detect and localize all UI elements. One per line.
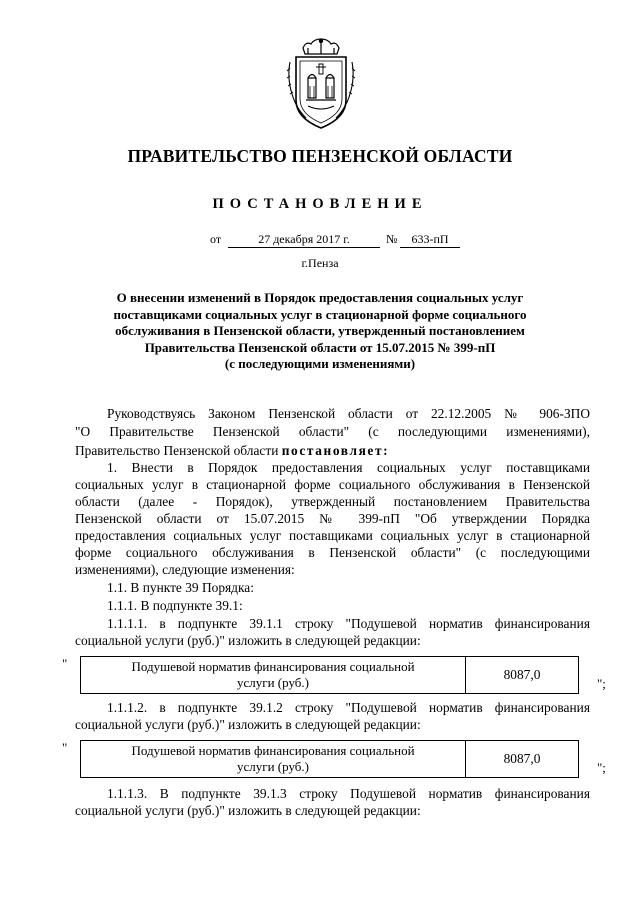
item-1-1-1-2-line: социальной услуги (руб.)" изложить в следующей редакции: [75, 717, 421, 732]
item-1-line: области (далее - Порядок), утвержденный постановлением Правительства [75, 494, 590, 509]
table-label-line: услуги (руб.) [237, 759, 309, 774]
subject-line: О внесении изменений в Порядок предоставления социальных услуг [116, 290, 524, 305]
table-close-quote: "; [597, 760, 606, 775]
subject-line: Правительства Пензенской области от 15.07.2015 № 399-пП [144, 339, 496, 355]
item-1-line: социальных услуг в стационарной форме социального обслуживания в Пензенской [75, 477, 590, 492]
item-1-1-1-3-line: социальной услуги (руб.)" изложить в следующей редакции: [75, 803, 421, 818]
item-1-line: форме социального обслуживания в Пензенской области" (с последующими [75, 545, 590, 560]
item-1-1-1-1-line: 1.1.1.1. в подпункте 39.1.1 строку "Подушевой норматив финансирования [107, 616, 590, 631]
amendment-table [80, 656, 579, 694]
table-label-cell [81, 657, 466, 693]
item-1-line: Пензенской области от 15.07.2015 № 399-пП "Об утверждении Порядка [75, 511, 590, 526]
table-value-cell: 8087,0 [503, 751, 541, 766]
item-1-line: 1. Внести в Порядок предоставления социальных услуг поставщиками [107, 460, 590, 475]
government-title: ПРАВИТЕЛЬСТВО ПЕНЗЕНСКОЙ ОБЛАСТИ [127, 146, 513, 166]
item-1-1: 1.1. В пункте 39 Порядка: [107, 580, 254, 595]
table-label-line: Подушевой норматив финансирования социальной [131, 743, 415, 758]
coat-of-arms-icon [286, 38, 356, 130]
item-1-1-1: 1.1.1. В подпункте 39.1: [107, 598, 243, 613]
item-1-1-1-1-line: социальной услуги (руб.)" изложить в следующей редакции: [75, 633, 421, 648]
amendment-table [80, 740, 579, 778]
decree-word: постановляет: [281, 443, 390, 458]
table-open-quote: " [62, 740, 68, 755]
preamble-line: "О Правительстве Пензенской области" (с последующими изменениями), [75, 424, 590, 439]
document-number: 633-пП [400, 232, 460, 248]
item-1-line: предоставления социальных услуг поставщиками социальных услуг в стационарной [75, 528, 590, 543]
subject-line: (с последующими изменениями) [224, 356, 416, 371]
item-1-1-1-3-line: 1.1.1.3. В подпункте 39.1.3 строку Подушевой норматив финансирования [107, 786, 590, 801]
preamble-text: Правительство Пензенской области [75, 443, 279, 458]
table-open-quote: " [62, 656, 68, 671]
item-1-line: изменениями), следующие изменения: [75, 562, 295, 577]
preamble-line: Руководствуясь Законом Пензенской области от 22.12.2005 № 906-ЗПО [107, 406, 590, 421]
document-type: ПОСТАНОВЛЕНИЕ [212, 196, 428, 212]
city: г.Пенза [301, 256, 339, 270]
preamble-line [75, 443, 590, 459]
table-label-line: Подушевой норматив финансирования социальной [131, 659, 415, 674]
subject-line: обслуживания в Пензенской области, утвержденный постановлением [115, 323, 525, 338]
table-value-cell: 8087,0 [503, 667, 541, 682]
date-prefix: от [210, 232, 222, 246]
number-prefix: № [386, 232, 398, 246]
table-close-quote: "; [597, 676, 606, 691]
table-label-cell [81, 741, 466, 777]
document-subject [0, 290, 640, 373]
item-1-1-1-2-line: 1.1.1.2. в подпункте 39.1.2 строку "Подушевой норматив финансирования [107, 700, 590, 715]
table-label-line: услуги (руб.) [237, 675, 309, 690]
document-date: 27 декабря 2017 г. [228, 232, 380, 248]
subject-line: поставщиками социальных услуг в стационарной форме социального [113, 306, 527, 322]
